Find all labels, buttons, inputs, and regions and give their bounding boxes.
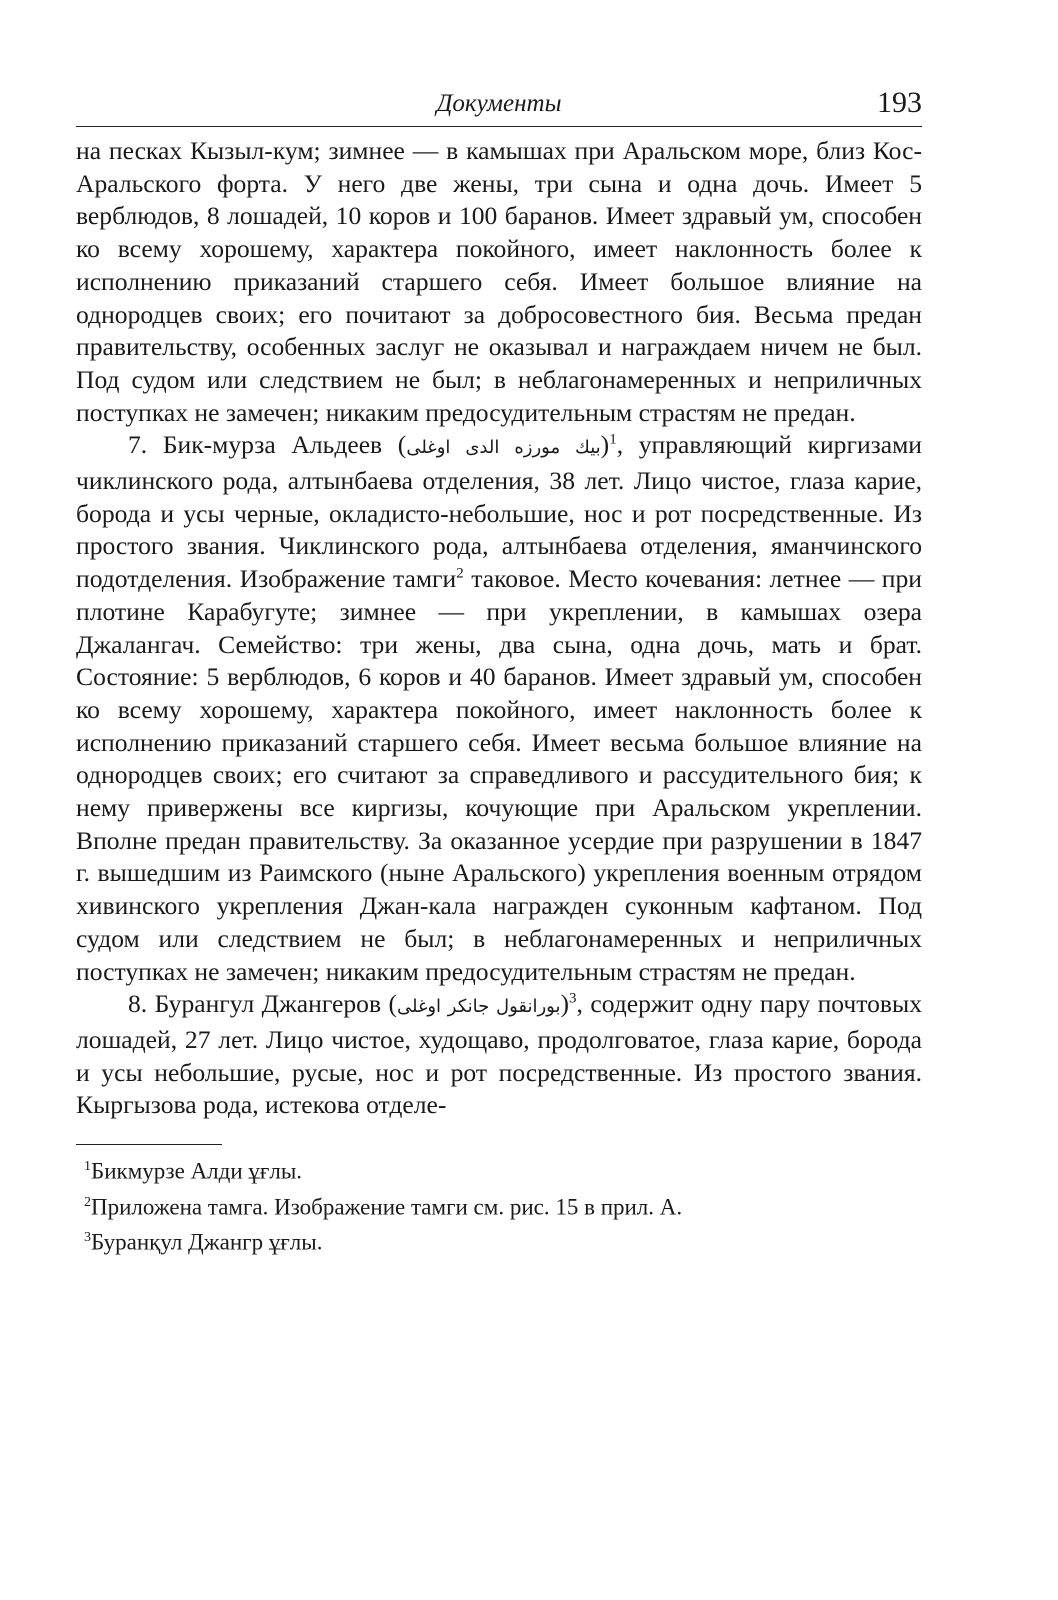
footnote-ref-2: 2: [456, 565, 464, 582]
entry-7-lead: 7. Бик-мурза Альдеев (: [128, 430, 407, 460]
entry-7-text-continued: таковое. Место кочевания: летнее — при плотине Карабугуте; зимнее — при укреплении, в камышах озера Джалангач. Семейство: три жены, два сына, одна дочь, мать и брат. Состояние: 5 верблюдов, 6 коров и 40 баранов. Имеет здравый ум, способен ко всему хорошему, характера покойного, имеет наклонность более к исполнению приказаний старшего себя. Имеет весьма большое влияние на однородцев своих; его считают за справедливого и рассудительного бия; к нему привержены все киргизы, кочующие при Аральском укреплении. Вполне предан правительству. За оказанное усердие при разрушении в 1847 г. вышедшим из Раимского (ныне Аральского) укрепления военным отрядом хивинского укрепления Джан-кала награжден суконным кафтаном. Под судом или следствием не был; в неблагонамеренных и неприличных поступках не замечен; никаким предосудительным страстям не предан.: [76, 564, 922, 986]
footnote-ref-3: 3: [569, 990, 577, 1007]
body-text: [76, 135, 922, 1122]
footnote-number: 1: [84, 1159, 91, 1175]
footnote-2: [76, 1187, 922, 1223]
entry-7-text: , управляющий киргизами чиклинского рода, алтынбаева отделения, 38 лет. Лицо чистое, глаза карие, борода и усы черные, окладисто-небольшие, нос и рот посредственные. Из простого звания. Чиклинского рода, алтынбаева отделения, яманчинского подотделения. Изображение тамги: [76, 430, 923, 594]
paragraph-entry-8: [76, 988, 922, 1122]
footnote-divider: [76, 1144, 222, 1145]
entry-8-arabic-name: بورانقول جانكر اوغلى: [396, 996, 561, 1018]
footnote-number: 2: [84, 1194, 91, 1210]
entry-8-close: ): [560, 989, 570, 1019]
paragraph-entry-7: [76, 429, 922, 988]
entry-7-close: ): [600, 430, 610, 460]
paragraph-1: на песках Кызыл-кум; зимнее — в камышах при Аральском море, близ Кос-Аральского форта. У него две жены, три сына и одна дочь. Имеет 5 верблюдов, 8 лошадей, 10 коров и 100 баранов. Имеет здравый ум, способен ко всему хорошему, характера покойного, имеет наклонность более к исполнению приказаний старшего себя. Имеет большое влияние на однородцев своих; его почитают за добросовестного бия. Весьма предан правительству, особенных заслуг не оказывал и награждаем ничем не был. Под судом или следствием не был; в неблагонамеренных и неприличных поступках не замечен; никаким предосудительным страстям не предан.: [76, 136, 922, 427]
footnote-number: 3: [84, 1230, 91, 1246]
footnote-text: Буранқул Джангр ұғлы.: [91, 1230, 323, 1256]
footnotes: [76, 1151, 922, 1258]
page-header: [76, 80, 922, 127]
footnote-3: [76, 1222, 922, 1258]
entry-8-text: , содержит одну пару почтовых лошадей, 27 лет. Лицо чистое, худощаво, продолговатое, глаза карие, борода и усы небольшие, русые, нос и рот посредственные. Из простого звания. Кыргызова рода, истекова отделе-: [76, 989, 923, 1120]
footnote-text: Приложена тамга. Изображение тамги см. рис. 15 в прил. А.: [91, 1194, 683, 1220]
footnote-text: Бикмурзе Алди ұғлы.: [91, 1158, 303, 1184]
entry-7-arabic-name: بيك مورزه الدى اوغلى: [406, 437, 601, 459]
document-page: [76, 80, 922, 1258]
footnote-ref-1: 1: [609, 431, 617, 448]
footnote-1: [76, 1151, 922, 1187]
running-title: Документы: [436, 90, 562, 117]
entry-8-lead: 8. Бурангул Джангеров (: [128, 989, 397, 1019]
page-number: 193: [877, 86, 922, 119]
